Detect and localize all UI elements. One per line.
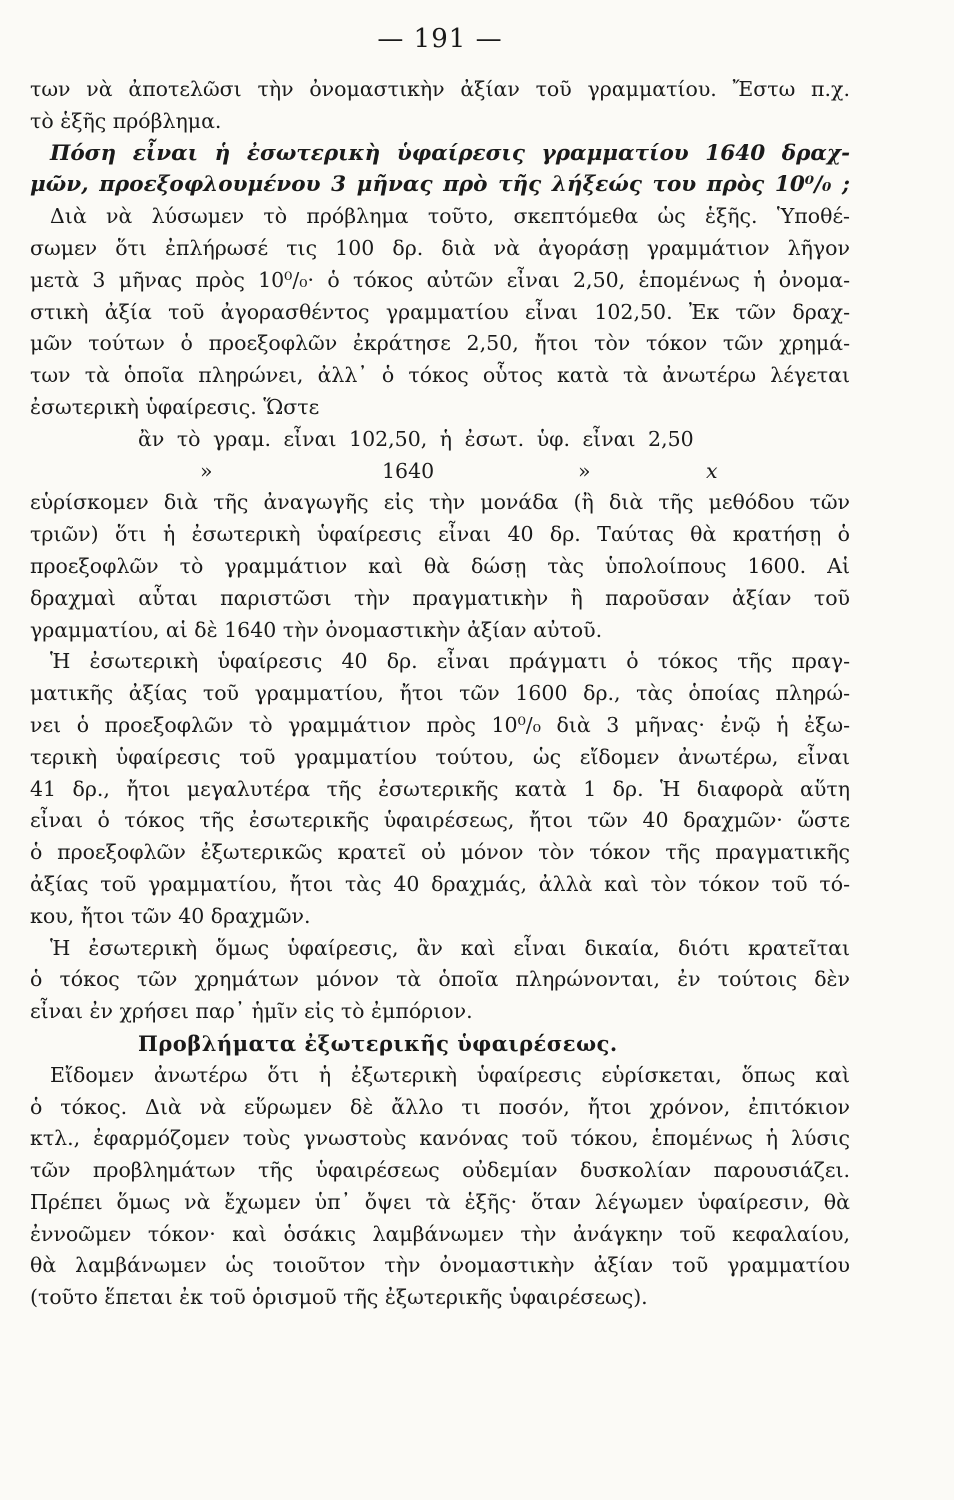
text-line: Πρέπει ὅμως νὰ ἔχωμεν ὑπ᾽ ὄψει τὰ ἑξῆς· ὅταν λέγωμεν ὑφαίρεσιν, θὰ [30, 1189, 850, 1214]
text-line: εἶναι ἐν χρήσει παρ᾽ ἡμῖν εἰς τὸ ἐμπόριον. [30, 999, 473, 1024]
text-line: ἀξίας τοῦ γραμματίου, ἤτοι τὰς 40 δραχμάς, ἀλλὰ καὶ τὸν τόκον τοῦ τό- [30, 871, 850, 896]
problem-statement-line: Πόση εἶναι ἡ ἐσωτερικὴ ὑφαίρεσις γραμματίου 1640 δραχ- [50, 140, 850, 166]
text-line: ματικῆς ἀξίας τοῦ γραμματίου, ἤτοι τῶν 1600 δρ., τὰς ὁποίας πληρώ- [30, 681, 850, 706]
text-line: δραχμαὶ αὗται παριστῶσι τὴν πραγματικὴν ἢ παροῦσαν ἀξίαν τοῦ [30, 585, 850, 610]
text-line: των νὰ ἀποτελῶσι τὴν ὀνομαστικὴν ἀξίαν τοῦ γραμματίου. Ἔστω π.χ. [30, 77, 850, 101]
text-line: κτλ., ἐφαρμόζομεν τοὺς γνωστοὺς κανόνας τοῦ τόκου, ἑπομένως ἡ λύσις [30, 1126, 850, 1151]
text-line: μετὰ 3 μῆνας πρὸς 10⁰/₀· ὁ τόκος αὐτῶν εἶναι 2,50, ἑπομένως ἡ ὀνομα- [30, 267, 850, 292]
text-line: Ἡ ἐσωτερικὴ ὑφαίρεσις 40 δρ. εἶναι πράγματι ὁ τόκος τῆς πραγ- [50, 649, 850, 674]
text-line: μῶν τούτων ὁ προεξοφλῶν ἐκράτησε 2,50, ἤτοι τὸν τόκον τῶν χρημά- [30, 331, 850, 356]
text-line: θὰ λαμβάνωμεν ὡς τοιοῦτον τὴν ὀνομαστικὴν ἀξίαν τοῦ γραμματίου [30, 1253, 850, 1278]
body-text [30, 74, 850, 1314]
formula-line-2 [30, 456, 850, 488]
text-line: εἶναι ὁ τόκος τῆς ἐσωτερικῆς ὑφαιρέσεως, ἤτοι τῶν 40 δραχμῶν· ὥστε [30, 808, 850, 833]
formula-unknown: x [706, 458, 718, 483]
text-line: τερικὴ ὑφαίρεσις τοῦ γραμματίου τούτου, ὡς εἴδομεν ἀνωτέρω, εἶναι [30, 744, 850, 769]
ditto-mark: » [200, 458, 213, 483]
text-line: γραμματίου, αἱ δὲ 1640 τὴν ὀνομαστικὴν ἀξίαν αὐτοῦ. [30, 617, 603, 642]
text-line: ἐννοῶμεν τόκον· καὶ ὁσάκις λαμβάνωμεν τὴν ἀνάγκην τοῦ κεφαλαίου, [30, 1221, 850, 1246]
text-line: ὁ τόκος τῶν χρημάτων μόνον τὰ ὁποῖα πληρώνονται, ἐν τούτοις δὲν [30, 967, 850, 992]
text-line: σωμεν ὅτι ἐπλήρωσέ τις 100 δρ. διὰ νὰ ἀγοράσῃ γραμμάτιον λῆγον [30, 235, 850, 260]
text-line: 41 δρ., ἤτοι μεγαλυτέρα τῆς ἐσωτερικῆς κατὰ 1 δρ. Ἡ διαφορὰ αὕτη [30, 776, 850, 801]
text-line: ὁ τόκος. Διὰ νὰ εὕρωμεν δὲ ἄλλο τι ποσόν, ἤτοι χρόνον, ἐπιτόκιον [30, 1094, 850, 1119]
text-line: ὁ προεξοφλῶν ἐξωτερικῶς κρατεῖ οὐ μόνον τὸν τόκον τῆς πραγματικῆς [30, 840, 850, 865]
text-line: προεξοφλῶν τὸ γραμμάτιον καὶ θὰ δώσῃ τὰς ὑπολοίπους 1600. Αἱ [30, 553, 850, 578]
ditto-mark: » [578, 458, 591, 483]
formula-value: 1640 [382, 458, 435, 483]
text-line: ἐσωτερικὴ ὑφαίρεσις. Ὥστε [30, 394, 320, 419]
text-line: Εἴδομεν ἀνωτέρω ὅτι ἡ ἐξωτερικὴ ὑφαίρεσις εὑρίσκεται, ὅπως καὶ [50, 1062, 850, 1087]
page-number: — 191 — [377, 24, 503, 54]
text-line: τῶν προβλημάτων τῆς ὑφαιρέσεως οὐδεμίαν δυσκολίαν παρουσιάζει. [30, 1158, 850, 1183]
text-line: των τὰ ὁποῖα πληρώνει, ἀλλ᾽ ὁ τόκος οὗτος κατὰ τὰ ἀνωτέρω λέγεται [30, 363, 850, 388]
section-heading: Προβλήματα ἐξωτερικῆς ὑφαιρέσεως. [138, 1030, 618, 1056]
text-line: κου, ἤτοι τῶν 40 δραχμῶν. [30, 903, 311, 928]
text-line: τριῶν) ὅτι ἡ ἐσωτερικὴ ὑφαίρεσις εἶναι 40 δρ. Ταύτας θὰ κρατήσῃ ὁ [30, 522, 850, 547]
text-line: Ἡ ἐσωτερικὴ ὅμως ὑφαίρεσις, ἂν καὶ εἶναι δικαία, διότι κρατεῖται [50, 935, 850, 960]
problem-statement-line: μῶν, προεξοφλουμένου 3 μῆνας πρὸ τῆς λήξεώς του πρὸς 10⁰/₀ ; [30, 172, 850, 198]
text-line: (τοῦτο ἕπεται ἐκ τοῦ ὁρισμοῦ τῆς ἐξωτερικῆς ὑφαιρέσεως). [30, 1285, 648, 1310]
text-line: στικὴ ἀξία τοῦ ἀγορασθέντος γραμματίου εἶναι 102,50. Ἐκ τῶν δραχ- [30, 299, 850, 324]
text-line: τὸ ἑξῆς πρόβλημα. [30, 108, 222, 133]
text-line: εὑρίσκομεν διὰ τῆς ἀναγωγῆς εἰς τὴν μονάδα (ἢ διὰ τῆς μεθόδου τῶν [30, 490, 850, 515]
text-line: νει ὁ προεξοφλῶν τὸ γραμμάτιον πρὸς 10⁰/₀ διὰ 3 μῆνας· ἐνῷ ἡ ἐξω- [30, 712, 850, 737]
formula-line: ἂν τὸ γραμ. εἶναι 102,50, ἡ ἐσωτ. ὑφ. εἶναι 2,50 [138, 426, 694, 451]
text-line: Διὰ νὰ λύσωμεν τὸ πρόβλημα τοῦτο, σκεπτόμεθα ὡς ἑξῆς. Ὑποθέ- [50, 204, 850, 229]
